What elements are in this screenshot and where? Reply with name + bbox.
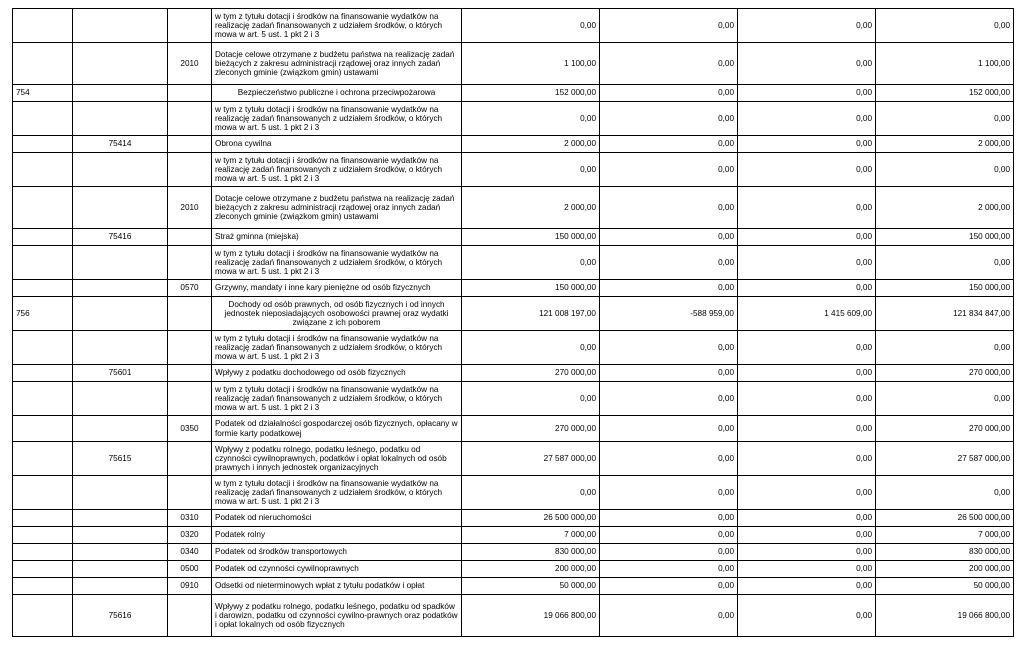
description-cell: Dochody od osób prawnych, od osób fizycznych i od innych jednostek nieposiadających osobowości prawnej oraz wydatki związane z ich poborem xyxy=(212,297,462,331)
paragraph-code-cell xyxy=(168,382,212,416)
description-cell: Straż gminna (miejska) xyxy=(212,229,462,246)
paragraph-code-cell: 0910 xyxy=(168,578,212,595)
after-change-amount-cell: 152 000,00 xyxy=(876,85,1014,102)
plan-amount-cell: 0,00 xyxy=(462,476,600,510)
after-change-amount-cell: 0,00 xyxy=(876,382,1014,416)
chapter-code-cell xyxy=(73,153,168,187)
increase-amount-cell: 0,00 xyxy=(738,331,876,365)
table-row xyxy=(13,85,1014,102)
plan-amount-cell: 0,00 xyxy=(462,382,600,416)
description-cell: w tym z tytułu dotacji i środków na finansowanie wydatków na realizację zadań finansowanych z udziałem środków, o których mowa w art. 5 ust. 1 pkt 2 i 3 xyxy=(212,476,462,510)
section-code-cell xyxy=(13,527,73,544)
plan-amount-cell: 270 000,00 xyxy=(462,365,600,382)
paragraph-code-cell xyxy=(168,153,212,187)
decrease-amount-cell: 0,00 xyxy=(600,442,738,476)
after-change-amount-cell: 0,00 xyxy=(876,246,1014,280)
description-cell: w tym z tytułu dotacji i środków na finansowanie wydatków na realizację zadań finansowanych z udziałem środków, o których mowa w art. 5 ust. 1 pkt 2 i 3 xyxy=(212,102,462,136)
table-row xyxy=(13,187,1014,229)
paragraph-code-cell xyxy=(168,229,212,246)
decrease-amount-cell: 0,00 xyxy=(600,510,738,527)
decrease-amount-cell: 0,00 xyxy=(600,187,738,229)
paragraph-code-cell xyxy=(168,102,212,136)
table-row xyxy=(13,246,1014,280)
increase-amount-cell: 0,00 xyxy=(738,9,876,43)
paragraph-code-cell xyxy=(168,9,212,43)
after-change-amount-cell: 2 000,00 xyxy=(876,136,1014,153)
increase-amount-cell: 0,00 xyxy=(738,280,876,297)
plan-amount-cell: 121 008 197,00 xyxy=(462,297,600,331)
increase-amount-cell: 0,00 xyxy=(738,442,876,476)
increase-amount-cell: 0,00 xyxy=(738,136,876,153)
chapter-code-cell xyxy=(73,43,168,85)
section-code-cell xyxy=(13,280,73,297)
section-code-cell xyxy=(13,229,73,246)
paragraph-code-cell: 0310 xyxy=(168,510,212,527)
decrease-amount-cell: 0,00 xyxy=(600,578,738,595)
increase-amount-cell: 0,00 xyxy=(738,229,876,246)
decrease-amount-cell: 0,00 xyxy=(600,331,738,365)
increase-amount-cell: 0,00 xyxy=(738,416,876,442)
plan-amount-cell: 1 100,00 xyxy=(462,43,600,85)
description-cell: Dotacje celowe otrzymane z budżetu państwa na realizację zadań bieżących z zakresu administracji rządowej oraz innych zadań zleconych gminie (związkom gmin) ustawami xyxy=(212,43,462,85)
section-code-cell xyxy=(13,476,73,510)
chapter-code-cell xyxy=(73,246,168,280)
after-change-amount-cell: 830 000,00 xyxy=(876,544,1014,561)
table-body xyxy=(13,9,1014,637)
table-row xyxy=(13,416,1014,442)
description-cell: Podatek od nieruchomości xyxy=(212,510,462,527)
description-cell: w tym z tytułu dotacji i środków na finansowanie wydatków na realizację zadań finansowanych z udziałem środków, o których mowa w art. 5 ust. 1 pkt 2 i 3 xyxy=(212,246,462,280)
paragraph-code-cell: 0500 xyxy=(168,561,212,578)
increase-amount-cell: 0,00 xyxy=(738,578,876,595)
section-code-cell xyxy=(13,561,73,578)
table-row xyxy=(13,229,1014,246)
plan-amount-cell: 0,00 xyxy=(462,331,600,365)
plan-amount-cell: 200 000,00 xyxy=(462,561,600,578)
section-code-cell xyxy=(13,382,73,416)
after-change-amount-cell: 150 000,00 xyxy=(876,280,1014,297)
description-cell: Wpływy z podatku dochodowego od osób fizycznych xyxy=(212,365,462,382)
decrease-amount-cell: 0,00 xyxy=(600,561,738,578)
description-cell: Podatek od czynności cywilnoprawnych xyxy=(212,561,462,578)
increase-amount-cell: 0,00 xyxy=(738,43,876,85)
decrease-amount-cell: 0,00 xyxy=(600,43,738,85)
plan-amount-cell: 150 000,00 xyxy=(462,280,600,297)
section-code-cell: 754 xyxy=(13,85,73,102)
decrease-amount-cell: 0,00 xyxy=(600,9,738,43)
table-row xyxy=(13,9,1014,43)
decrease-amount-cell: 0,00 xyxy=(600,382,738,416)
after-change-amount-cell: 121 834 847,00 xyxy=(876,297,1014,331)
section-code-cell xyxy=(13,595,73,637)
chapter-code-cell: 75416 xyxy=(73,229,168,246)
after-change-amount-cell: 270 000,00 xyxy=(876,365,1014,382)
paragraph-code-cell xyxy=(168,365,212,382)
increase-amount-cell: 1 415 609,00 xyxy=(738,297,876,331)
chapter-code-cell xyxy=(73,187,168,229)
table-row xyxy=(13,595,1014,637)
section-code-cell xyxy=(13,578,73,595)
paragraph-code-cell xyxy=(168,246,212,280)
chapter-code-cell xyxy=(73,85,168,102)
decrease-amount-cell: 0,00 xyxy=(600,229,738,246)
paragraph-code-cell: 0350 xyxy=(168,416,212,442)
description-cell: Wpływy z podatku rolnego, podatku leśnego, podatku od czynności cywilnoprawnych, podatków i opłat lokalnych od osób prawnych i innych jednostek organizacyjnych xyxy=(212,442,462,476)
plan-amount-cell: 152 000,00 xyxy=(462,85,600,102)
description-cell: w tym z tytułu dotacji i środków na finansowanie wydatków na realizację zadań finansowanych z udziałem środków, o których mowa w art. 5 ust. 1 pkt 2 i 3 xyxy=(212,382,462,416)
plan-amount-cell: 0,00 xyxy=(462,9,600,43)
decrease-amount-cell: 0,00 xyxy=(600,416,738,442)
table-row xyxy=(13,331,1014,365)
section-code-cell xyxy=(13,510,73,527)
description-cell: Dotacje celowe otrzymane z budżetu państwa na realizację zadań bieżących z zakresu administracji rządowej oraz innych zadań zleconych gminie (związkom gmin) ustawami xyxy=(212,187,462,229)
increase-amount-cell: 0,00 xyxy=(738,595,876,637)
description-cell: Podatek rolny xyxy=(212,527,462,544)
chapter-code-cell xyxy=(73,331,168,365)
chapter-code-cell: 75601 xyxy=(73,365,168,382)
decrease-amount-cell: 0,00 xyxy=(600,595,738,637)
increase-amount-cell: 0,00 xyxy=(738,85,876,102)
description-cell: Podatek od działalności gospodarczej osób fizycznych, opłacany w formie karty podatkowej xyxy=(212,416,462,442)
after-change-amount-cell: 27 587 000,00 xyxy=(876,442,1014,476)
section-code-cell xyxy=(13,153,73,187)
chapter-code-cell xyxy=(73,297,168,331)
paragraph-code-cell: 2010 xyxy=(168,187,212,229)
plan-amount-cell: 150 000,00 xyxy=(462,229,600,246)
description-cell: w tym z tytułu dotacji i środków na finansowanie wydatków na realizację zadań finansowanych z udziałem środków, o których mowa w art. 5 ust. 1 pkt 2 i 3 xyxy=(212,9,462,43)
paragraph-code-cell xyxy=(168,595,212,637)
plan-amount-cell: 270 000,00 xyxy=(462,416,600,442)
paragraph-code-cell: 2010 xyxy=(168,43,212,85)
decrease-amount-cell: 0,00 xyxy=(600,136,738,153)
table-row xyxy=(13,43,1014,85)
plan-amount-cell: 26 500 000,00 xyxy=(462,510,600,527)
after-change-amount-cell: 2 000,00 xyxy=(876,187,1014,229)
chapter-code-cell xyxy=(73,544,168,561)
decrease-amount-cell: 0,00 xyxy=(600,476,738,510)
table-row xyxy=(13,297,1014,331)
table-row xyxy=(13,102,1014,136)
decrease-amount-cell: 0,00 xyxy=(600,85,738,102)
plan-amount-cell: 27 587 000,00 xyxy=(462,442,600,476)
decrease-amount-cell: -588 959,00 xyxy=(600,297,738,331)
increase-amount-cell: 0,00 xyxy=(738,561,876,578)
section-code-cell xyxy=(13,246,73,280)
section-code-cell xyxy=(13,331,73,365)
after-change-amount-cell: 50 000,00 xyxy=(876,578,1014,595)
section-code-cell xyxy=(13,365,73,382)
chapter-code-cell: 75615 xyxy=(73,442,168,476)
description-cell: w tym z tytułu dotacji i środków na finansowanie wydatków na realizację zadań finansowanych z udziałem środków, o których mowa w art. 5 ust. 1 pkt 2 i 3 xyxy=(212,153,462,187)
section-code-cell xyxy=(13,43,73,85)
table-row xyxy=(13,442,1014,476)
chapter-code-cell xyxy=(73,280,168,297)
decrease-amount-cell: 0,00 xyxy=(600,280,738,297)
after-change-amount-cell: 270 000,00 xyxy=(876,416,1014,442)
plan-amount-cell: 830 000,00 xyxy=(462,544,600,561)
table-row xyxy=(13,561,1014,578)
description-cell: Bezpieczeństwo publiczne i ochrona przeciwpożarowa xyxy=(212,85,462,102)
increase-amount-cell: 0,00 xyxy=(738,102,876,136)
description-cell: Grzywny, mandaty i inne kary pieniężne od osób fizycznych xyxy=(212,280,462,297)
section-code-cell xyxy=(13,187,73,229)
increase-amount-cell: 0,00 xyxy=(738,544,876,561)
decrease-amount-cell: 0,00 xyxy=(600,153,738,187)
plan-amount-cell: 2 000,00 xyxy=(462,136,600,153)
chapter-code-cell xyxy=(73,561,168,578)
budget-table xyxy=(12,8,1014,637)
decrease-amount-cell: 0,00 xyxy=(600,246,738,280)
chapter-code-cell xyxy=(73,510,168,527)
chapter-code-cell xyxy=(73,578,168,595)
plan-amount-cell: 2 000,00 xyxy=(462,187,600,229)
plan-amount-cell: 0,00 xyxy=(462,102,600,136)
table-row xyxy=(13,280,1014,297)
after-change-amount-cell: 1 100,00 xyxy=(876,43,1014,85)
increase-amount-cell: 0,00 xyxy=(738,476,876,510)
description-cell: Wpływy z podatku rolnego, podatku leśnego, podatku od spadków i darowizn, podatku od czynności cywilno-prawnych oraz podatków i opłat lokalnych od osób fizycznych xyxy=(212,595,462,637)
decrease-amount-cell: 0,00 xyxy=(600,102,738,136)
paragraph-code-cell xyxy=(168,442,212,476)
decrease-amount-cell: 0,00 xyxy=(600,544,738,561)
decrease-amount-cell: 0,00 xyxy=(600,527,738,544)
increase-amount-cell: 0,00 xyxy=(738,510,876,527)
paragraph-code-cell xyxy=(168,85,212,102)
after-change-amount-cell: 200 000,00 xyxy=(876,561,1014,578)
increase-amount-cell: 0,00 xyxy=(738,527,876,544)
plan-amount-cell: 0,00 xyxy=(462,246,600,280)
increase-amount-cell: 0,00 xyxy=(738,382,876,416)
paragraph-code-cell: 0320 xyxy=(168,527,212,544)
increase-amount-cell: 0,00 xyxy=(738,246,876,280)
chapter-code-cell xyxy=(73,102,168,136)
table-row xyxy=(13,527,1014,544)
after-change-amount-cell: 0,00 xyxy=(876,153,1014,187)
chapter-code-cell xyxy=(73,416,168,442)
description-cell: Podatek od środków transportowych xyxy=(212,544,462,561)
chapter-code-cell xyxy=(73,476,168,510)
increase-amount-cell: 0,00 xyxy=(738,187,876,229)
table-row xyxy=(13,136,1014,153)
increase-amount-cell: 0,00 xyxy=(738,365,876,382)
section-code-cell xyxy=(13,102,73,136)
after-change-amount-cell: 0,00 xyxy=(876,476,1014,510)
table-row xyxy=(13,476,1014,510)
paragraph-code-cell xyxy=(168,331,212,365)
plan-amount-cell: 0,00 xyxy=(462,153,600,187)
chapter-code-cell xyxy=(73,527,168,544)
decrease-amount-cell: 0,00 xyxy=(600,365,738,382)
table-row xyxy=(13,544,1014,561)
plan-amount-cell: 7 000,00 xyxy=(462,527,600,544)
increase-amount-cell: 0,00 xyxy=(738,153,876,187)
section-code-cell xyxy=(13,416,73,442)
after-change-amount-cell: 0,00 xyxy=(876,9,1014,43)
paragraph-code-cell: 0340 xyxy=(168,544,212,561)
chapter-code-cell xyxy=(73,9,168,43)
chapter-code-cell: 75616 xyxy=(73,595,168,637)
table-row xyxy=(13,510,1014,527)
after-change-amount-cell: 26 500 000,00 xyxy=(876,510,1014,527)
description-cell: Obrona cywilna xyxy=(212,136,462,153)
table-row xyxy=(13,365,1014,382)
after-change-amount-cell: 0,00 xyxy=(876,102,1014,136)
after-change-amount-cell: 7 000,00 xyxy=(876,527,1014,544)
paragraph-code-cell: 0570 xyxy=(168,280,212,297)
plan-amount-cell: 50 000,00 xyxy=(462,578,600,595)
description-cell: Odsetki od nieterminowych wpłat z tytułu podatków i opłat xyxy=(212,578,462,595)
chapter-code-cell xyxy=(73,382,168,416)
section-code-cell: 756 xyxy=(13,297,73,331)
plan-amount-cell: 19 066 800,00 xyxy=(462,595,600,637)
after-change-amount-cell: 150 000,00 xyxy=(876,229,1014,246)
section-code-cell xyxy=(13,544,73,561)
chapter-code-cell: 75414 xyxy=(73,136,168,153)
paragraph-code-cell xyxy=(168,476,212,510)
table-row xyxy=(13,382,1014,416)
paragraph-code-cell xyxy=(168,297,212,331)
section-code-cell xyxy=(13,136,73,153)
section-code-cell xyxy=(13,442,73,476)
paragraph-code-cell xyxy=(168,136,212,153)
description-cell: w tym z tytułu dotacji i środków na finansowanie wydatków na realizację zadań finansowanych z udziałem środków, o których mowa w art. 5 ust. 1 pkt 2 i 3 xyxy=(212,331,462,365)
after-change-amount-cell: 0,00 xyxy=(876,331,1014,365)
after-change-amount-cell: 19 066 800,00 xyxy=(876,595,1014,637)
table-row xyxy=(13,578,1014,595)
section-code-cell xyxy=(13,9,73,43)
table-row xyxy=(13,153,1014,187)
